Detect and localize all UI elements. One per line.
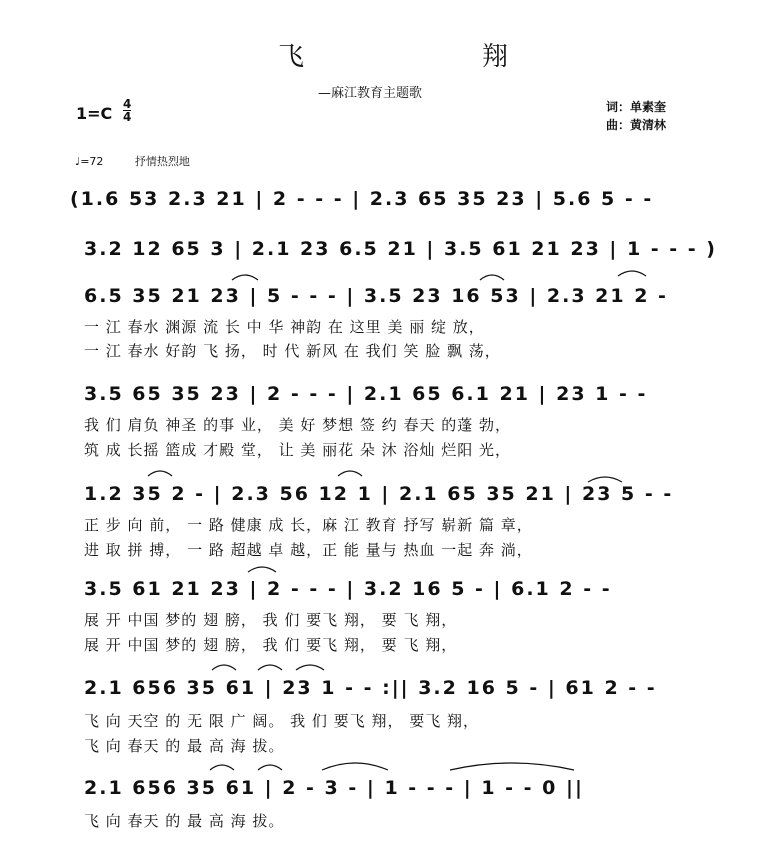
lyric-line-3a: 一 江 春水 渊源 流 长 中 华 神韵 在 这里 美 丽 绽 放， (84, 318, 485, 336)
subtitle: —麻江教育主题歌 (318, 86, 423, 101)
slur-mark (212, 665, 236, 670)
lyric-line-6b: 展 开 中国 梦的 翅 膀， 我 们 要飞 翔， 要 飞 翔， (84, 636, 458, 654)
time-signature-bottom: 4 (123, 110, 132, 124)
title-char-2: 翔 (481, 42, 508, 72)
tie-mark (322, 763, 388, 770)
notation-line-2: 3.2 12 65 3 | 2.1 23 6.5 21 | 3.5 61 21 23 | 1 - - - ) (84, 238, 717, 260)
slur-mark (588, 477, 622, 482)
notation-line-1: (1.6 53 2.3 21 | 2 - - - | 2.3 65 35 23 | 5.6 5 - - (70, 188, 654, 210)
slur-mark (258, 665, 282, 670)
slur-mark (258, 765, 282, 770)
notation-line-7: 2.1 656 35 61 | 23 1 - - :|| 3.2 16 5 - | 61 2 - - (84, 677, 657, 699)
notation-line-8: 2.1 656 35 61 | 2 - 3 - | 1 - - - | 1 - - 0 || (84, 777, 584, 799)
slur-mark (248, 567, 276, 572)
time-signature-top: 4 (123, 97, 132, 111)
composer-credit: 曲：黄清林 (606, 118, 667, 132)
lyric-line-6a: 展 开 中国 梦的 翅 膀， 我 们 要飞 翔， 要 飞 翔， (84, 611, 458, 629)
title-char-1: 飞 (278, 42, 305, 72)
tempo-value: ♩=72 (75, 155, 104, 168)
slur-mark (338, 471, 362, 476)
slur-mark (618, 271, 646, 276)
tie-mark (450, 763, 574, 770)
key-signature: 1=C (76, 104, 113, 123)
slur-mark (480, 275, 504, 280)
lyric-line-8a: 飞 向 春天 的 最 高 海 拔。 (84, 812, 285, 830)
lyricist-credit: 词：单素奎 (606, 100, 667, 114)
tempo-expression: 抒情热烈地 (134, 155, 190, 168)
lyric-line-7b: 飞 向 春天 的 最 高 海 拔。 (84, 737, 285, 755)
lyric-line-3b: 一 江 春水 好韵 飞 扬， 时 代 新风 在 我们 笑 脸 飘 荡， (84, 342, 501, 360)
notation-line-3: 6.5 35 21 23 | 5 - - - | 3.5 23 16 53 | 2.3 21 2 - (84, 285, 668, 307)
lyric-line-7a: 飞 向 天空 的 无 限 广 阔。 我 们 要飞 翔， 要飞 翔， (84, 712, 479, 730)
lyric-line-4a: 我 们 肩负 神圣 的事 业， 美 好 梦想 签 约 春天 的蓬 勃， (84, 416, 511, 434)
notation-line-4: 3.5 65 35 23 | 2 - - - | 2.1 65 6.1 21 | 23 1 - - (84, 383, 648, 405)
notation-line-5: 1.2 35 2 - | 2.3 56 12 1 | 2.1 65 35 21 | 23 5 - - (84, 483, 674, 505)
slur-mark (232, 275, 258, 280)
slur-mark (210, 765, 234, 770)
lyric-line-5b: 进 取 拼 搏， 一 路 超越 卓 越，正 能 量与 热血 一起 奔 淌， (84, 541, 533, 559)
lyric-line-4b: 筑 成 长摇 篮成 才殿 堂， 让 美 丽花 朵 沐 浴灿 烂阳 光， (84, 441, 511, 459)
slur-mark (296, 665, 324, 670)
lyric-line-5a: 正 步 向 前， 一 路 健康 成 长，麻 江 教育 抒写 崭新 篇 章， (84, 516, 533, 534)
slur-mark (148, 471, 172, 476)
notation-line-6: 3.5 61 21 23 | 2 - - - | 3.2 16 5 - | 6.1 2 - - (84, 578, 612, 600)
